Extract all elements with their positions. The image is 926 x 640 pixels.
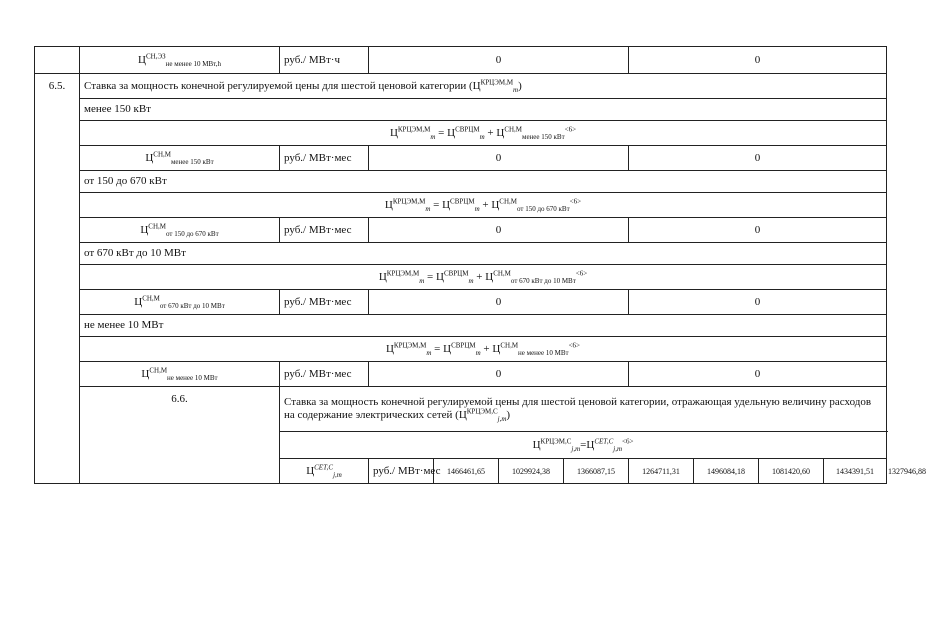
table-row bbox=[35, 290, 887, 315]
table-row: $Ц^{СЕТ,С}_{j,m}$ руб./ МВт·мес 1466461,65 1029924,38 1366087,15 1264711,31 1496084,18 1081420,60 1434391,51 1327946,88 bbox=[35, 459, 887, 484]
unit-cell: руб./ МВт·ч bbox=[280, 47, 369, 74]
unit-cell: руб./ МВт·мес bbox=[280, 362, 369, 387]
unit-cell: руб./ МВт·мес bbox=[280, 218, 369, 243]
value-cell: 0 bbox=[629, 218, 887, 243]
value-cell: 0 bbox=[369, 47, 629, 74]
symbol-cell: $Ц^{СН,ЭЗ}_{не менее 10 МВт,h}$ bbox=[80, 47, 280, 74]
value-cell: 0 bbox=[369, 146, 629, 171]
group-label: от 670 кВт до 10 МВт bbox=[80, 243, 887, 265]
value-cell: 1366087,15 bbox=[564, 459, 629, 484]
value-cell: 0 bbox=[369, 362, 629, 387]
section-number: 6.6. bbox=[80, 387, 280, 484]
table-row bbox=[35, 362, 887, 387]
value-cell: 0 bbox=[369, 218, 629, 243]
value-cell: 0 bbox=[629, 362, 887, 387]
value-cell: 0 bbox=[629, 146, 887, 171]
value-cell: 1434391,51 bbox=[824, 459, 887, 484]
value-cell: 1264711,31 bbox=[629, 459, 694, 484]
formula: $Ц^{КРЦЭМ,М}_m = Ц^{СВРЦМ}_m + Ц^{СН,М}_{не менее 10 МВт}^{<6>}$ bbox=[80, 337, 887, 362]
section-row bbox=[35, 387, 887, 432]
table-row bbox=[35, 146, 887, 171]
formula: $Ц^{КРЦЭМ,С}_{j,m}=Ц^{СЕТ,С}_{j,m}^{<6>}$ bbox=[280, 432, 887, 459]
value-cell: 1466461,65 bbox=[434, 459, 499, 484]
section-row bbox=[35, 74, 887, 99]
symbol-cell: $Ц^{СН,М}_{не менее 10 МВт}$ bbox=[80, 362, 280, 387]
symbol-cell: $Ц^{СЕТ,С}_{j,m}$ bbox=[280, 459, 369, 484]
value-cell: 0 bbox=[629, 290, 887, 315]
table-row bbox=[35, 218, 887, 243]
group-label: менее 150 кВт bbox=[80, 99, 887, 121]
group-label: не менее 10 МВт bbox=[80, 315, 887, 337]
value-cell: 1029924,38 bbox=[499, 459, 564, 484]
formula: $Ц^{КРЦЭМ,М}_m = Ц^{СВРЦМ}_m + Ц^{СН,М}_{от 670 кВт до 10 МВт}^{<6>}$ bbox=[80, 265, 887, 290]
group-label-row bbox=[35, 99, 887, 121]
group-label-row bbox=[35, 171, 887, 193]
formula-row bbox=[35, 265, 887, 290]
value-cell: 1081420,60 bbox=[759, 459, 824, 484]
section-number: 6.5. bbox=[35, 74, 80, 484]
formula: $Ц^{КРЦЭМ,М}_m = Ц^{СВРЦМ}_m + Ц^{СН,М}_{от 150 до 670 кВт}^{<6>}$ bbox=[80, 193, 887, 218]
value-cell: 0 bbox=[629, 47, 887, 74]
formula-row bbox=[35, 121, 887, 146]
group-label-row bbox=[35, 243, 887, 265]
symbol-cell: $Ц^{СН,М}_{от 150 до 670 кВт}$ bbox=[80, 218, 280, 243]
formula: $Ц^{КРЦЭМ,М}_m = Ц^{СВРЦМ}_m + Ц^{СН,М}_{менее 150 кВт}^{<6>}$ bbox=[80, 121, 887, 146]
group-label-row bbox=[35, 315, 887, 337]
unit-cell: руб./ МВт·мес bbox=[280, 290, 369, 315]
value-cell: 1496084,18 bbox=[694, 459, 759, 484]
symbol-cell: $Ц^{СН,М}_{от 670 кВт до 10 МВт}$ bbox=[80, 290, 280, 315]
formula-row bbox=[35, 193, 887, 218]
symbol-cell: $Ц^{СН,М}_{менее 150 кВт}$ bbox=[80, 146, 280, 171]
section-title: Ставка за мощность конечной регулируемой цены для шестой ценовой категории $(Ц^{КРЦЭМ,М}_m)$ bbox=[80, 74, 887, 99]
group-label: от 150 до 670 кВт bbox=[80, 171, 887, 193]
unit-cell: руб./ МВт·мес bbox=[280, 146, 369, 171]
formula-row bbox=[35, 337, 887, 362]
table-row bbox=[35, 47, 887, 74]
unit-cell: руб./ МВт·мес bbox=[369, 459, 434, 484]
value-cell: 0 bbox=[369, 290, 629, 315]
row-number-cell bbox=[35, 47, 80, 74]
section-title: Ставка за мощность конечной регулируемой цены для шестой ценовой категории, отражающая удельную величину расходов на содержание электрических сетей $(Ц^{КРЦЭМ,С}_{j,m})$ bbox=[280, 387, 887, 432]
tariff-table bbox=[34, 46, 926, 484]
